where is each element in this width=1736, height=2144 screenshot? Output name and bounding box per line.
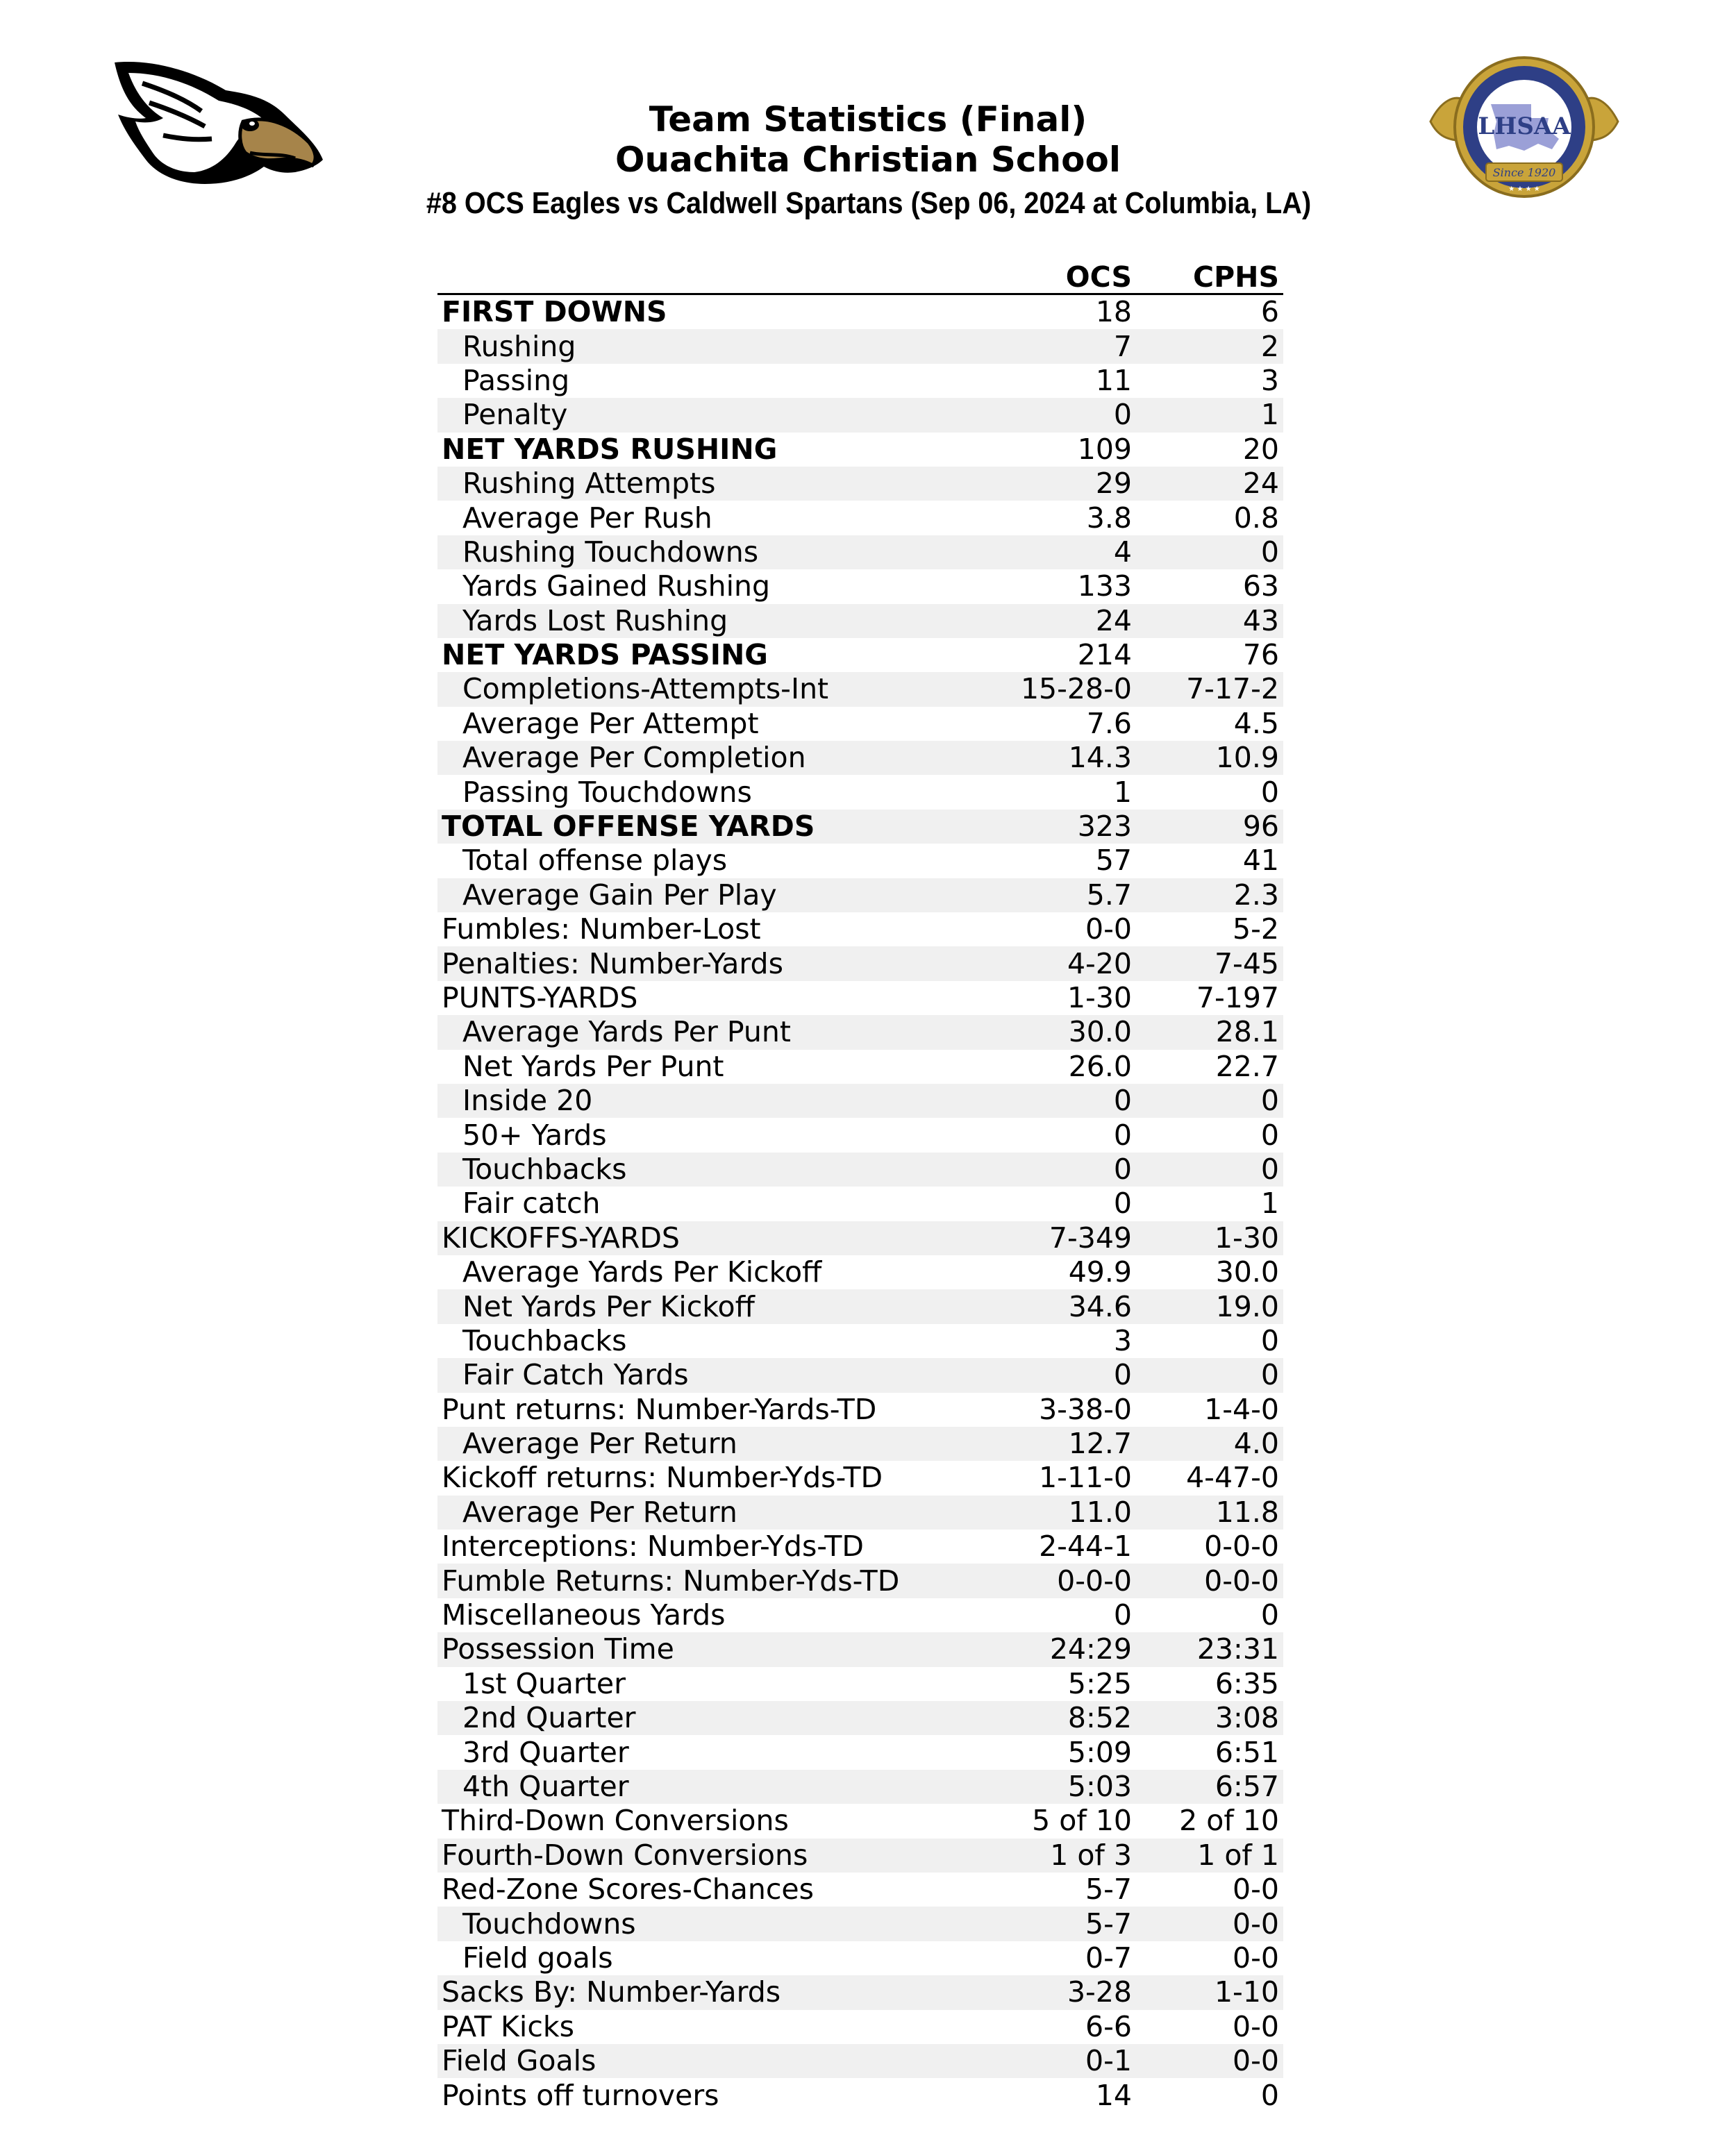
stat-label: Red-Zone Scores-Chances: [442, 1873, 814, 1907]
table-row: [437, 707, 1283, 741]
stat-label: Interceptions: Number-Yds-TD: [442, 1530, 864, 1564]
table-row: [437, 1358, 1283, 1392]
stat-label: Fourth-Down Conversions: [437, 1839, 985, 1873]
cphs-value: 1-10: [1136, 1975, 1283, 2009]
table-row: [437, 1084, 1283, 1118]
table-row: [437, 2044, 1283, 2078]
table-row: [437, 1564, 1283, 1598]
cphs-value: 4-47-0: [1186, 1461, 1279, 1495]
stat-label: Touchdowns: [437, 1907, 985, 1941]
stat-label: Penalty: [437, 398, 985, 432]
cphs-value: 1: [1136, 398, 1283, 432]
table-row: [437, 1667, 1283, 1701]
ocs-value: 5:25: [1067, 1666, 1132, 1700]
stat-label: NET YARDS RUSHING: [442, 432, 778, 466]
game-matchup: #8 OCS Eagles vs Caldwell Spartans (Sep 06, 2024 at Columbia, LA): [426, 186, 1312, 220]
cphs-value: 2.3: [1136, 878, 1283, 912]
cphs-value: 30.0: [1215, 1255, 1279, 1289]
ocs-value: 1-11-0: [1039, 1461, 1132, 1495]
table-row: [437, 1050, 1283, 1084]
ocs-value: 0: [1113, 1598, 1132, 1632]
table-row: [437, 1461, 1283, 1495]
table-row: [437, 535, 1283, 569]
table-row: [437, 467, 1283, 501]
table-row: [437, 329, 1283, 363]
ocs-value: 0: [1113, 1118, 1132, 1152]
cphs-value: 2 of 10: [1179, 1804, 1279, 1838]
stat-label: TOTAL OFFENSE YARDS: [437, 810, 985, 844]
table-row: [437, 1907, 1283, 1941]
cphs-value: 0: [1260, 1323, 1279, 1357]
stat-label: Yards Lost Rushing: [437, 604, 985, 638]
stat-label: Third-Down Conversions: [442, 1804, 789, 1838]
table-row: [437, 294, 1283, 330]
stat-label: Net Yards Per Punt: [462, 1049, 724, 1083]
ocs-value: 133: [1077, 569, 1132, 603]
stat-label: 2nd Quarter: [437, 1701, 985, 1735]
table-row: [437, 810, 1283, 844]
cphs-value: 6:35: [1215, 1666, 1279, 1700]
table-row: [437, 1289, 1283, 1323]
cphs-value: 96: [1136, 810, 1283, 844]
table-row: [437, 433, 1283, 467]
table-row: [437, 1427, 1283, 1461]
cphs-value: 0: [1260, 1118, 1279, 1152]
table-row: [437, 1735, 1283, 1769]
cphs-value: 0: [1136, 1084, 1283, 1118]
ocs-value: 24:29: [985, 1632, 1136, 1666]
stat-label: Penalties: Number-Yards: [437, 946, 985, 980]
cphs-value: 7-45: [1136, 946, 1283, 980]
stat-label: Rushing Touchdowns: [437, 535, 985, 569]
table-row: [437, 981, 1283, 1015]
table-row: [437, 1873, 1283, 1907]
table-row: [437, 1632, 1283, 1666]
cphs-value: 7-197: [1196, 981, 1279, 1014]
stat-label: Fair catch: [462, 1187, 601, 1221]
stat-label: 3rd Quarter: [462, 1735, 629, 1769]
cphs-value: 0: [1136, 535, 1283, 569]
ocs-value: 0: [985, 1358, 1136, 1392]
table-row: [437, 1324, 1283, 1358]
stat-label: Field Goals: [437, 2044, 985, 2078]
cphs-value: 4.0: [1136, 1427, 1283, 1461]
ocs-value: 6-6: [1085, 2009, 1132, 2043]
cphs-value: 0-0: [1136, 1907, 1283, 1941]
cphs-value: 22.7: [1215, 1049, 1279, 1083]
table-row: [437, 672, 1283, 706]
table-row: [437, 1770, 1283, 1804]
stat-label: FIRST DOWNS: [442, 295, 667, 329]
table-row: [437, 775, 1283, 809]
stat-label: Average Yards Per Kickoff: [462, 1255, 822, 1289]
stat-label: Touchbacks: [462, 1323, 627, 1357]
cphs-value: 1: [1260, 1187, 1279, 1221]
table-row: [437, 1839, 1283, 1873]
ocs-value: 49.9: [1068, 1255, 1132, 1289]
table-row: [437, 741, 1283, 775]
stat-label: Punt returns: Number-Yards-TD: [442, 1392, 877, 1426]
cphs-value: 63: [1242, 569, 1279, 603]
stat-label: Fumbles: Number-Lost: [442, 912, 761, 946]
ocs-value: 0-7: [1085, 1941, 1132, 1975]
seal-title: LHSAA: [1478, 112, 1571, 140]
ocs-value: 1-30: [1067, 981, 1132, 1014]
cphs-value: 23:31: [1136, 1632, 1283, 1666]
table-header-row: [437, 258, 1283, 294]
ocs-value: 7-349: [985, 1221, 1136, 1255]
stat-label: Rushing Attempts: [437, 467, 985, 501]
page-title: Team Statistics (Final): [649, 99, 1087, 140]
ocs-value: 0: [985, 1153, 1136, 1187]
cphs-value: 6:57: [1136, 1770, 1283, 1804]
stat-label: Sacks By: Number-Yards: [437, 1975, 985, 2009]
cphs-value: 0-0: [1233, 1873, 1279, 1907]
cphs-value: 41: [1242, 844, 1279, 878]
svg-text:★ ★ ★ ★: ★ ★ ★ ★: [1508, 185, 1540, 193]
stat-label: Field goals: [462, 1941, 613, 1975]
table-row: [437, 844, 1283, 878]
ocs-value: 1: [1113, 775, 1132, 809]
ocs-value: 8:52: [985, 1701, 1136, 1735]
ocs-value: 5 of 10: [1032, 1804, 1132, 1838]
stat-label: PUNTS-YARDS: [442, 981, 638, 1014]
ocs-value: 0-0-0: [985, 1564, 1136, 1598]
cphs-value: 20: [1242, 432, 1279, 466]
cphs-value: 1-30: [1136, 1221, 1283, 1255]
cphs-value: 1-4-0: [1204, 1392, 1279, 1426]
stat-label: Rushing: [437, 329, 985, 363]
ocs-value: 5:09: [1067, 1735, 1132, 1769]
ocs-value: 3.8: [1086, 501, 1132, 535]
stat-label: Fair Catch Yards: [437, 1358, 985, 1392]
ocs-value: 24: [985, 604, 1136, 638]
ocs-value: 5.7: [985, 878, 1136, 912]
stat-label: Fumble Returns: Number-Yds-TD: [437, 1564, 985, 1598]
ocs-value: 214: [1077, 638, 1132, 672]
ocs-value: 5-7: [1085, 1873, 1132, 1907]
table-row: [437, 1393, 1283, 1427]
ocs-value: 3: [1113, 1323, 1132, 1357]
ocs-value: 0: [985, 1084, 1136, 1118]
cphs-value: 0: [1136, 1358, 1283, 1392]
ocs-value: 57: [1095, 844, 1132, 878]
table-row: [437, 1015, 1283, 1049]
cphs-value: 0-0: [1233, 1941, 1279, 1975]
cphs-value: 0-0: [1136, 2044, 1283, 2078]
team-stats-table: [437, 258, 1283, 2113]
cphs-value: 76: [1242, 638, 1279, 672]
team2-column-header: CPHS: [1136, 258, 1283, 294]
stat-label: Completions-Attempts-Int: [437, 672, 985, 706]
stat-label: Average Per Return: [437, 1427, 985, 1461]
stat-label: Touchbacks: [437, 1153, 985, 1187]
stat-label: 1st Quarter: [462, 1666, 626, 1700]
table-row: [437, 912, 1283, 946]
ocs-value: 11: [1095, 363, 1132, 397]
stats-body: [437, 294, 1283, 2113]
stat-label: Net Yards Per Kickoff: [437, 1289, 985, 1323]
table-row: [437, 1975, 1283, 2009]
school-name: Ouachita Christian School: [615, 140, 1121, 180]
ocs-value: 14: [1095, 2078, 1132, 2112]
stat-label: Passing Touchdowns: [462, 775, 752, 809]
cphs-value: 10.9: [1136, 741, 1283, 775]
ocs-value: 11.0: [985, 1496, 1136, 1530]
cphs-value: 3: [1260, 363, 1279, 397]
ocs-value: 5:03: [985, 1770, 1136, 1804]
table-row: [437, 1187, 1283, 1221]
cphs-value: 0-0-0: [1136, 1564, 1283, 1598]
stat-label: Average Per Rush: [462, 501, 712, 535]
cphs-value: 0.8: [1233, 501, 1279, 535]
cphs-value: 6: [1260, 295, 1279, 329]
stat-label: 50+ Yards: [462, 1118, 607, 1152]
ocs-value: 0: [985, 398, 1136, 432]
ocs-value: 0-1: [985, 2044, 1136, 2078]
table-row: [437, 569, 1283, 603]
stat-label: Average Gain Per Play: [437, 878, 985, 912]
cphs-value: 19.0: [1136, 1289, 1283, 1323]
label-column-header: [437, 258, 985, 294]
table-row: [437, 364, 1283, 398]
stat-label: 4th Quarter: [437, 1770, 985, 1804]
cphs-value: 0: [1136, 1153, 1283, 1187]
stat-label: KICKOFFS-YARDS: [437, 1221, 985, 1255]
stat-label: Inside 20: [437, 1084, 985, 1118]
table-row: [437, 1804, 1283, 1838]
table-row: [437, 604, 1283, 638]
ocs-value: 3-28: [985, 1975, 1136, 2009]
stat-label: Possession Time: [437, 1632, 985, 1666]
table-row: [437, 878, 1283, 912]
ocs-value: 30.0: [985, 1015, 1136, 1049]
cphs-value: 24: [1136, 467, 1283, 501]
ocs-value: 0: [1113, 1187, 1132, 1221]
ocs-value: 15-28-0: [985, 672, 1136, 706]
stat-label: NET YARDS PASSING: [442, 638, 768, 672]
table-row: [437, 1153, 1283, 1187]
ocs-value: 34.6: [985, 1289, 1136, 1323]
cphs-value: 7-17-2: [1136, 672, 1283, 706]
team1-column-header: OCS: [985, 258, 1136, 294]
cphs-value: 43: [1136, 604, 1283, 638]
table-row: [437, 2010, 1283, 2044]
cphs-value: 4.5: [1233, 706, 1279, 740]
ocs-value: 18: [1095, 295, 1132, 329]
ocs-value: 2-44-1: [1039, 1530, 1132, 1564]
cphs-value: 0: [1260, 775, 1279, 809]
ocs-value: 0-0: [1085, 912, 1132, 946]
seal-since: Since 1920: [1492, 166, 1556, 179]
table-row: [437, 1118, 1283, 1152]
cphs-value: 5-2: [1233, 912, 1279, 946]
table-row: [437, 1221, 1283, 1255]
ocs-value: 14.3: [985, 741, 1136, 775]
cphs-value: 0: [1260, 1598, 1279, 1632]
cphs-value: 1 of 1: [1136, 1839, 1283, 1873]
ocs-value: 1 of 3: [985, 1839, 1136, 1873]
table-row: [437, 1530, 1283, 1564]
table-row: [437, 2078, 1283, 2112]
cphs-value: 11.8: [1136, 1496, 1283, 1530]
stat-label: Points off turnovers: [442, 2078, 719, 2112]
cphs-value: 2: [1136, 329, 1283, 363]
stat-label: Average Per Completion: [437, 741, 985, 775]
ocs-value: 4-20: [985, 946, 1136, 980]
ocs-value: 7: [985, 329, 1136, 363]
stat-label: Total offense plays: [462, 844, 728, 878]
cphs-value: 28.1: [1136, 1015, 1283, 1049]
table-row: [437, 1701, 1283, 1735]
table-row: [437, 501, 1283, 535]
stat-label: Miscellaneous Yards: [442, 1598, 726, 1632]
ocs-value: 4: [985, 535, 1136, 569]
table-row: [437, 1255, 1283, 1289]
ocs-value: 29: [985, 467, 1136, 501]
ocs-value: 323: [985, 810, 1136, 844]
table-row: [437, 398, 1283, 432]
ocs-value: 3-38-0: [1039, 1392, 1132, 1426]
cphs-value: 0: [1260, 2078, 1279, 2112]
ocs-value: 26.0: [1068, 1049, 1132, 1083]
cphs-value: 0-0-0: [1204, 1530, 1279, 1564]
stat-label: Passing: [462, 363, 570, 397]
stat-label: Average Yards Per Punt: [437, 1015, 985, 1049]
table-row: [437, 1941, 1283, 1975]
ocs-value: 5-7: [985, 1907, 1136, 1941]
ocs-value: 109: [1077, 432, 1132, 466]
cphs-value: 6:51: [1215, 1735, 1279, 1769]
ocs-value: 7.6: [1086, 706, 1132, 740]
table-row: [437, 1598, 1283, 1632]
stat-label: PAT Kicks: [442, 2009, 574, 2043]
stat-label: Average Per Return: [437, 1496, 985, 1530]
stat-label: Average Per Attempt: [462, 706, 759, 740]
table-row: [437, 1496, 1283, 1530]
stat-label: Kickoff returns: Number-Yds-TD: [442, 1461, 883, 1495]
table-row: [437, 638, 1283, 672]
ocs-value: 12.7: [985, 1427, 1136, 1461]
stat-label: Yards Gained Rushing: [462, 569, 771, 603]
cphs-value: 0-0: [1233, 2009, 1279, 2043]
table-row: [437, 946, 1283, 980]
cphs-value: 3:08: [1136, 1701, 1283, 1735]
